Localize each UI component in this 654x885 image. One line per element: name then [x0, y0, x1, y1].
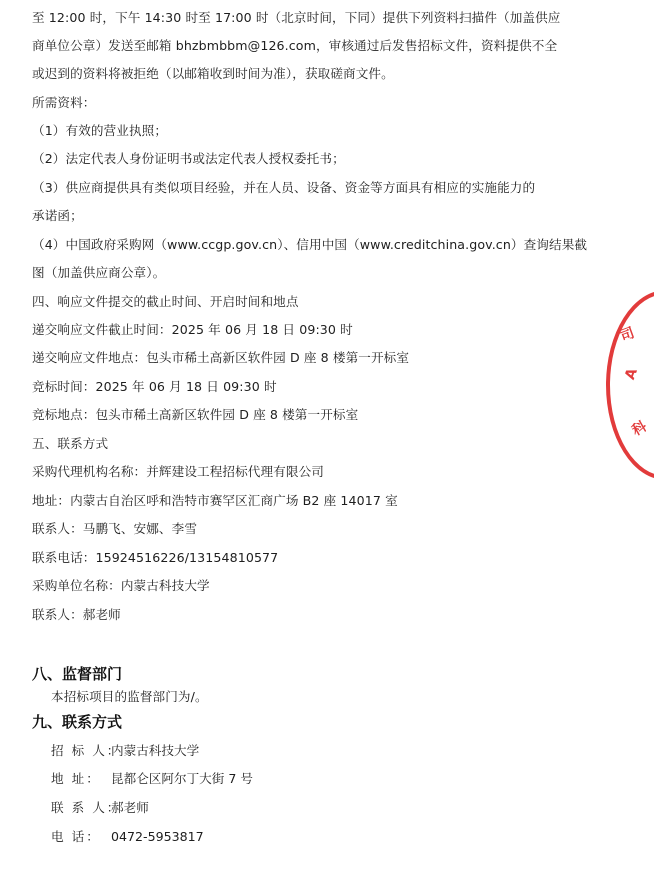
- contact-value: 0472-5953817: [111, 829, 204, 844]
- bidding-time-line: 竞标时间：2025 年 06 月 18 日 09:30 时: [32, 379, 277, 394]
- text-line: 至 12:00 时，下午 14:30 时至 17:00 时（北京时间，下同）提供下列资料扫描件（加盖供应: [32, 10, 561, 25]
- official-seal-stamp: [606, 290, 654, 480]
- contact-label: 招 标 人：: [51, 743, 122, 758]
- section-8-text: 本招标项目的监督部门为/。: [51, 689, 208, 704]
- contact-label: 联 系 人：: [51, 800, 122, 815]
- section-5-heading: 五、联系方式: [32, 436, 109, 451]
- contact-row-address: [51, 771, 253, 787]
- contact-row-person: [51, 800, 149, 816]
- submission-location-line: 递交响应文件地点：包头市稀土高新区软件园 D 座 8 楼第一开标室: [32, 350, 410, 365]
- contact-value: 内蒙古科技大学: [111, 743, 200, 758]
- contact-row-tenderer: [51, 743, 199, 759]
- purchaser-contact-line: 联系人：郝老师: [32, 607, 121, 622]
- address-line: 地址：内蒙古自治区呼和浩特市赛罕区汇商广场 B2 座 14017 室: [32, 493, 398, 508]
- seal-char: A: [622, 366, 641, 382]
- section-9-heading: 九、联系方式: [32, 713, 123, 731]
- contact-label: 地 址：: [51, 771, 101, 786]
- section-4-heading: 四、响应文件提交的截止时间、开启时间和地点: [32, 294, 299, 309]
- text-line: 承诺函；: [32, 208, 83, 223]
- text-line: 图（加盖供应商公章）。: [32, 265, 166, 280]
- section-8-heading: 八、监督部门: [32, 665, 123, 683]
- text-line: （2）法定代表人身份证明书或法定代表人授权委托书；: [32, 151, 345, 166]
- text-line: （3）供应商提供具有类似项目经验，并在人员、设备、资金等方面具有相应的实施能力的: [32, 180, 536, 195]
- text-line: 所需资料：: [32, 95, 96, 110]
- contact-phone-line: 联系电话：15924516226/13154810577: [32, 550, 279, 565]
- text-line: 或迟到的资料将被拒绝（以邮箱收到时间为准），获取磋商文件。: [32, 66, 394, 81]
- bidding-location-line: 竞标地点：包头市稀土高新区软件园 D 座 8 楼第一开标室: [32, 407, 359, 422]
- contact-row-phone: [51, 829, 204, 845]
- text-line: （1）有效的营业执照；: [32, 123, 168, 138]
- text-line: 商单位公章）发送至邮箱 bhzbmbbm@126.com，审核通过后发售招标文件，资料提供不全: [32, 38, 558, 53]
- text-line: （4）中国政府采购网（www.ccgp.gov.cn）、信用中国（www.creditchina.gov.cn）查询结果截: [32, 237, 588, 252]
- seal-char: 科: [629, 418, 650, 440]
- contact-value: 昆都仑区阿尔丁大街 7 号: [111, 771, 253, 786]
- contact-people-line: 联系人：马鹏飞、安娜、李雪: [32, 521, 198, 536]
- seal-char: 司: [618, 325, 637, 345]
- deadline-line: 递交响应文件截止时间：2025 年 06 月 18 日 09:30 时: [32, 322, 353, 337]
- purchaser-name-line: 采购单位名称：内蒙古科技大学: [32, 578, 210, 593]
- contact-label: 电 话：: [51, 829, 101, 844]
- contact-value: 郝老师: [111, 800, 149, 815]
- agency-name-line: 采购代理机构名称：并辉建设工程招标代理有限公司: [32, 464, 324, 479]
